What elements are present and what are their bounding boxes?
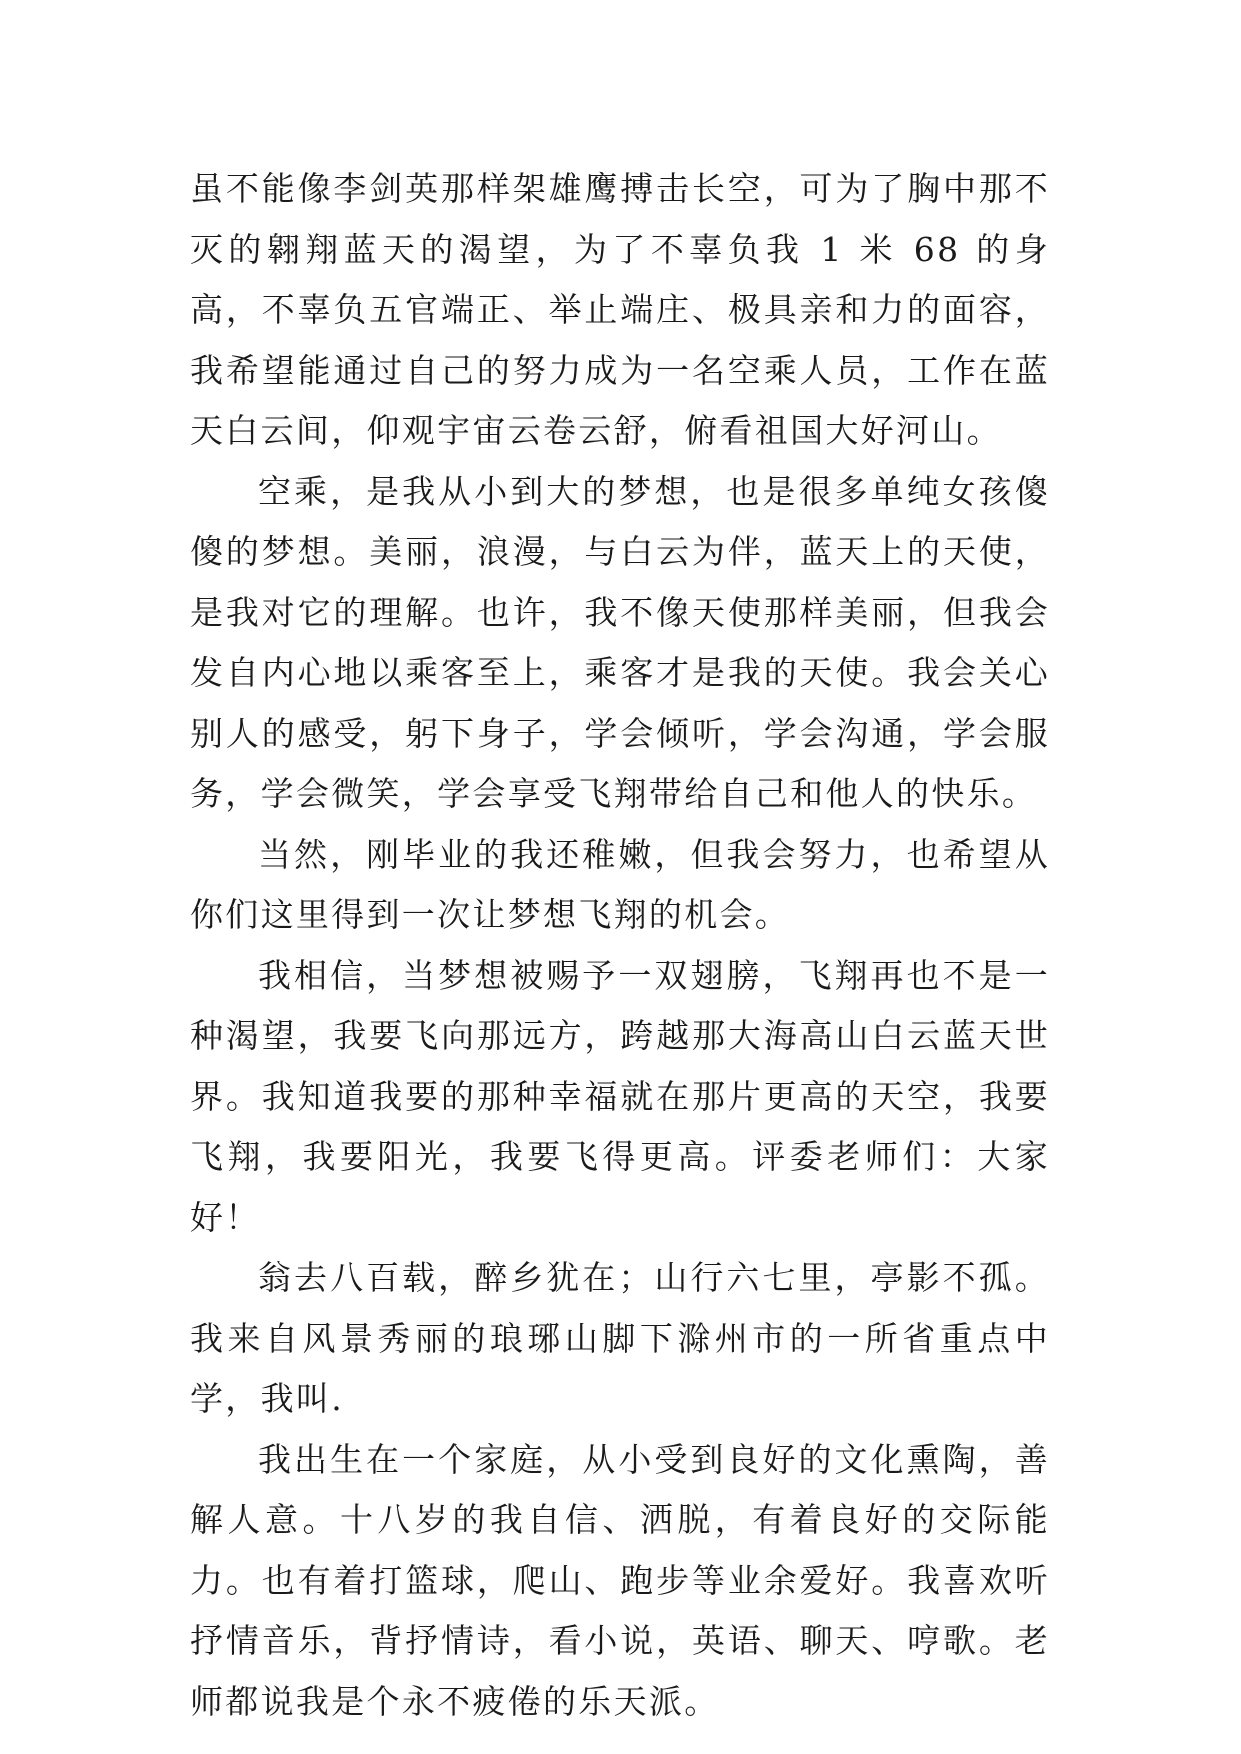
document-page: [190, 159, 1050, 1732]
paragraph-3: 当然，刚毕业的我还稚嫩，但我会努力，也希望从你们这里得到一次让梦想飞翔的机会。: [190, 834, 1050, 934]
paragraph-1: 虽不能像李剑英那样架雄鹰搏击长空，可为了胸中那不灭的翱翔蓝天的渴望，为了不辜负我 1 米 68 的身高，不辜负五官端正、举止端庄、极具亲和力的面容，我希望能通过自己的努力成为一名空乘人员，工作在蓝天白云间，仰观宇宙云卷云舒，俯看祖国大好河山。: [190, 169, 1050, 450]
paragraph-4: 我相信，当梦想被赐予一双翅膀，飞翔再也不是一种渴望，我要飞向那远方，跨越那大海高山白云蓝天世界。我知道我要的那种幸福就在那片更高的天空，我要飞翔，我要阳光，我要飞得更高。评委老师们：大家好！: [190, 955, 1050, 1237]
paragraph-6: 我出生在一个家庭，从小受到良好的文化熏陶，善解人意。十八岁的我自信、洒脱，有着良好的交际能力。也有着打篮球，爬山、跑步等业余爱好。我喜欢听抒情音乐，背抒情诗，看小说，英语、聊天、哼歌。老师都说我是个永不疲倦的乐天派。: [190, 1439, 1050, 1721]
paragraph-5: 翁去八百载，醉乡犹在；山行六七里，亭影不孤。我来自风景秀丽的琅琊山脚下滁州市的一所省重点中学，我叫.: [190, 1258, 1050, 1418]
paragraph-2: 空乘，是我从小到大的梦想，也是很多单纯女孩傻傻的梦想。美丽，浪漫，与白云为伴，蓝天上的天使，是我对它的理解。也许，我不像天使那样美丽，但我会发自内心地以乘客至上，乘客才是我的天使。我会关心别人的感受，躬下身子，学会倾听，学会沟通，学会服务，学会微笑，学会享受飞翔带给自己和他人的快乐。: [190, 471, 1050, 813]
